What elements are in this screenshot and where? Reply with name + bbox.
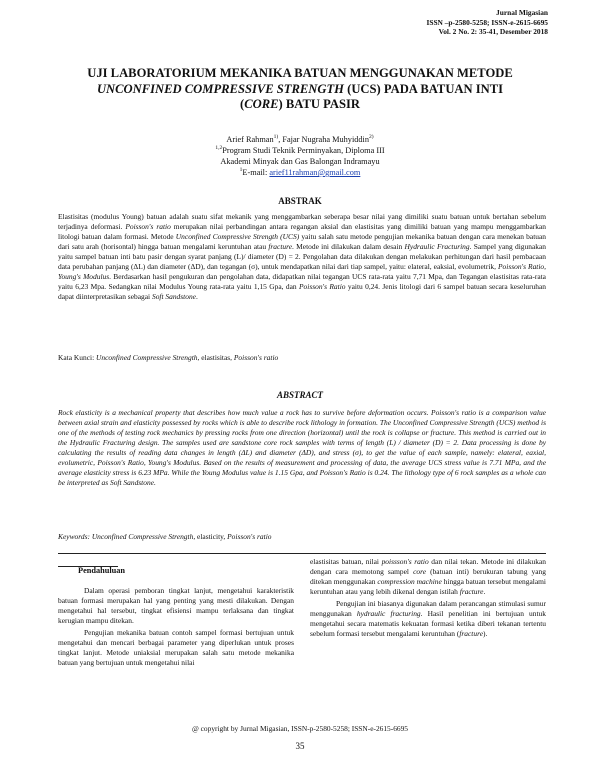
paper-title: [40, 66, 560, 113]
journal-issn: ISSN –p-2580-5258; ISSN-e-2615-6695: [426, 17, 548, 27]
footer-copyright: @ copyright by Jurnal Migasian, ISSN-p-2580-5258; ISSN-e-2615-6695: [192, 724, 408, 733]
title-line-2: UNCONFINED COMPRESSIVE STRENGTH (UCS) PADA BATUAN INTI: [96, 81, 504, 96]
journal-name: Jurnal Migasian: [496, 8, 548, 17]
abstract-body: Rock elasticity is a mechanical property that describes how much value a rock has to survive before deformation occurs. Poisson's ratio is a comparison value between axial strain and elasticity possessed by rocks which is able to describe rock lithology in formation. The Unconfined Compressive Strength (UCS) method is one of the methods of testing rock mechanics by pressing rocks from one direction (horizontal) until the rock is collapse or fracture. This method is carried out in the Hydraulic Fracturing design. The samples used are sandstone core rock samples with terms of length (L) / diameter (D) = 2. Data processing is done by calculating the results of reading data changes in length (ΔL) and diameter (ΔD), and stress (σ), to get the value of each sample, namely: elateral, eaxial, evolumetric, Poisson's Ratio, Young's Modulus. Based on the results of measurement and processing of data, the average UCS stress value is 7.71 MPa, and the average elasticity stress is 6.23 MPa. While the Young Modulus value is 1.15 Gpa, and Poisson's Ratio is 0.24. The lithology type of 6 rock samples as a whole can be interpreted as Soft Sandstone.: [58, 408, 546, 488]
email-link[interactable]: arief11rahman@gmail.com: [269, 168, 361, 177]
left-column: [58, 566, 294, 668]
abstract-heading: ABSTRACT: [276, 390, 323, 400]
journal-volume: Vol. 2 No. 2: 35-41, Desember 2018: [438, 27, 548, 36]
section-divider: [58, 553, 546, 554]
abstrak-body: Elastisitas (modulus Young) batuan adalah suatu sifat mekanik yang menggambarkan seberapa besar nilai yang dimiliki suatu batuan untuk bertahan sebelum terjadinya deformasi. Poisson's ratio merupakan nilai perbandingan antara regangan aksial dan elastisitas yang dimiliki batuan yang mampu menggambarkan litologi batuan dalam formasi. Metode Unconfined Compressive Strength (UCS) yaitu salah satu metode pengujian mekanika batuan dengan cara menekan batuan dari satu arah (horisontal) hingga batuan mengalami keruntuhan atau fracture. Metode ini dilakukan dalam desain Hydraulic Fracturing. Sampel yang digunakan yaitu sampel batuan inti batu pasir dengan syarat panjang (L)/ diameter (D) = 2. Pengolahan data dilakukan dengan melakukan perhitungan dari hasil pembacaan data perubahan panjang (ΔL) dan diameter (ΔD), dan tegangan (σ), untuk mendapatkan nilai dari tiap sampel, yaitu: elateral, eaksial, evolumetrik, Poisson's Ratio, Young's Modulus. Berdasarkan hasil pengukuran dan pengolahan data, didapatkan nilai tegangan UCS rata-rata yaitu 7,71 Mpa, dan Tegangan elastisitas rata-rata yaitu 6,23 Mpa. Sedangkan nilai Modulus Young rata-rata yaitu 1,15 Gpa, dan Poisson's Ratio yaitu 0,24. Jenis litologi dari 6 sampel batuan secara keseluruhan dapat diinterpretasikan sebagai Soft Sandstone.: [58, 212, 547, 302]
affiliation-2: Akademi Minyak dan Gas Balongan Indramayu: [220, 157, 380, 166]
journal-header: [426, 8, 548, 37]
author-email: $^1$E-mail: arief11rahman@gmail.com: [239, 167, 361, 177]
title-line-1: UJI LABORATORIUM MEKANIKA BATUAN MENGGUNAKAN METODE: [87, 66, 513, 80]
right-paragraph-2: Pengujian ini biasanya digunakan dalam perancangan stimulasi sumur menggunakan hydraulic fracturing. Hasil penelitian ini bertujuan untuk mengetahui secara matematis kekuatan formasi ketika diberi tekanan tertentu sebelum formasi tersebut mengalami keruntuhan (fracture).: [310, 599, 546, 639]
right-paragraph-1: elastisitas batuan, nilai poissson's ratio dan nilai tekan. Metode ini dilakukan dengan cara memotong sampel core (batuan inti) berukuran tabung yang ditekan menggunakan compression machine hingga batuan tersebut mengalami keruntuhan atau yang lebih dikenal dengan istilah fracture.: [310, 557, 547, 597]
intro-paragraph-2: Pengujian mekanika batuan contoh sampel formasi bertujuan untuk mengetahui dan mencari berbagai parameter yang diperlukan untuk proses tingkat lanjut. Metode uniaksial merupakan salah satu metode mekanika batuan yang bertujuan untuk mengetahui nilai: [58, 628, 294, 668]
abstrak-heading: ABSTRAK: [278, 196, 322, 206]
title-line-3: (CORE) BATU PASIR: [240, 97, 360, 111]
affiliation-1: $^{1,2}$Program Studi Teknik Perminyakan, Diploma III: [215, 145, 385, 155]
intro-paragraph-1: Dalam operasi pemboran tingkat lanjut, mengetahui karakteristik batuan formasi merupakan hal yang penting yang mesti dilakukan. Dengan mengetahui hal tersebut, tingkat efisiensi mampu terlaksana dan tingkat kerugian mampu ditekan.: [58, 586, 294, 626]
right-column: [310, 557, 546, 639]
keywords: Keywords: Unconfined Compressive Strength, elasticity, Poisson's ratio: [58, 532, 272, 541]
kata-kunci: Kata Kunci: Unconfined Compressive Strength, elastisitas, Poisson's ratio: [58, 353, 279, 362]
page-number: 35: [295, 741, 305, 751]
pendahuluan-heading: Pendahuluan: [78, 566, 126, 575]
author-names: Arief Rahman$^{1)}$, Fajar Nugraha Muhyiddin$^{2)}$: [226, 134, 374, 144]
author-block: [120, 134, 480, 178]
